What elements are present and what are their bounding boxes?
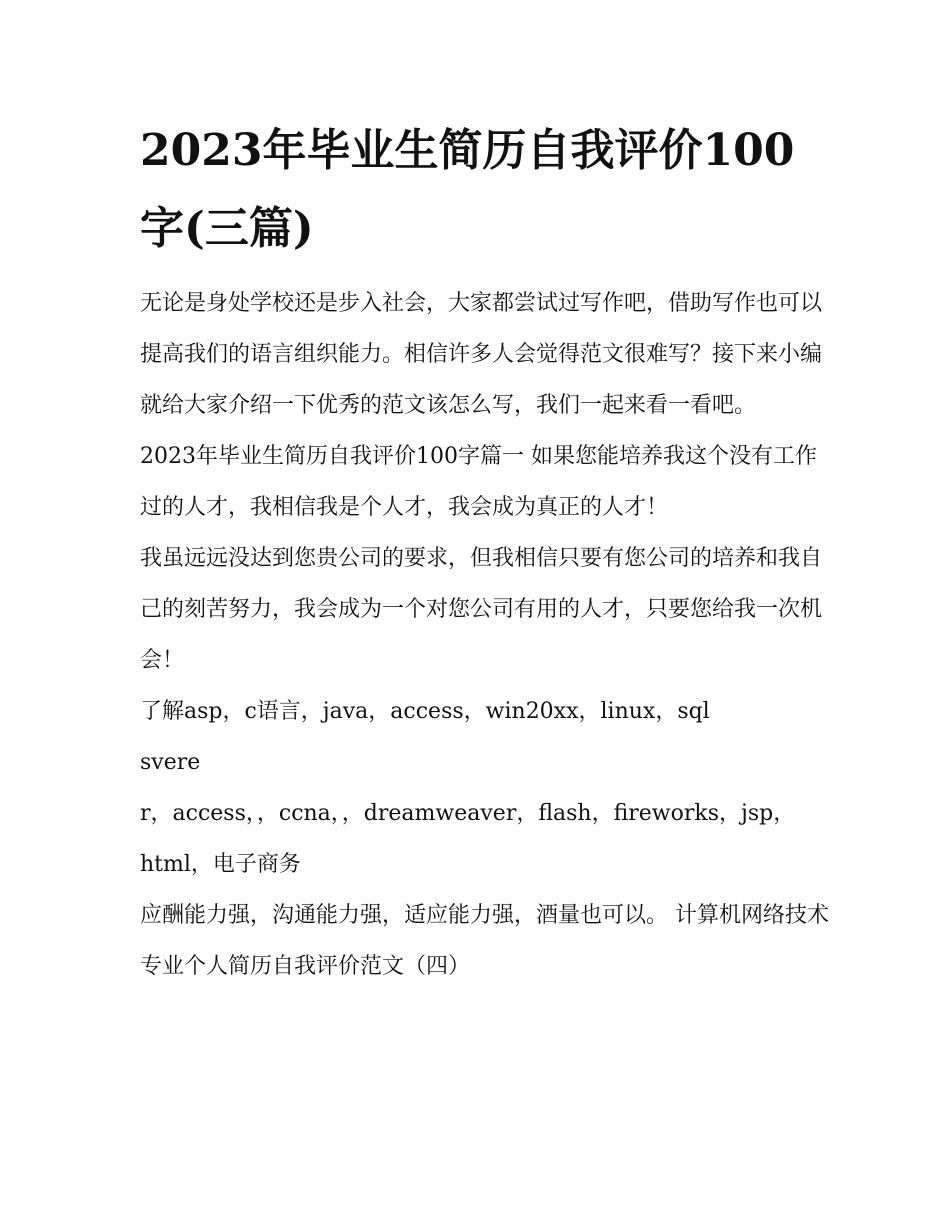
paragraph-part-one: 2023年毕业生简历自我评价100字篇一 如果您能培养我这个没有工作过的人才，我相信我是个人才，我会成为真正的人才！ [140,444,817,520]
document-page [140,112,830,992]
paragraph-skills: 了解asp，c语言，java，access，win20xx，linux，sql svere [140,699,710,775]
paragraph-request: 我虽远远没达到您贵公司的要求，但我相信只要有您公司的培养和我自己的刻苦努力，我会成为一个对您公司有用的人才，只要您给我一次机会！ [140,546,823,673]
document-title: 2023年毕业生简历自我评价100字(三篇) [140,125,795,254]
paragraph-intro: 无论是身处学校还是步入社会，大家都尝试过写作吧，借助写作也可以提高我们的语言组织能力。相信许多人会觉得范文很难写？接下来小编就给大家介绍一下优秀的范文该怎么写，我们一起来看一看吧。 [140,291,823,418]
paragraph-abilities: 应酬能力强，沟通能力强，适应能力强，酒量也可以。 计算机网络技术专业个人简历自我评价范文（四） [140,903,829,979]
paragraph-skills-continued: r，access，，ccna，，dreamweaver，flash，fireworks，jsp，html，电子商务 [140,801,796,877]
